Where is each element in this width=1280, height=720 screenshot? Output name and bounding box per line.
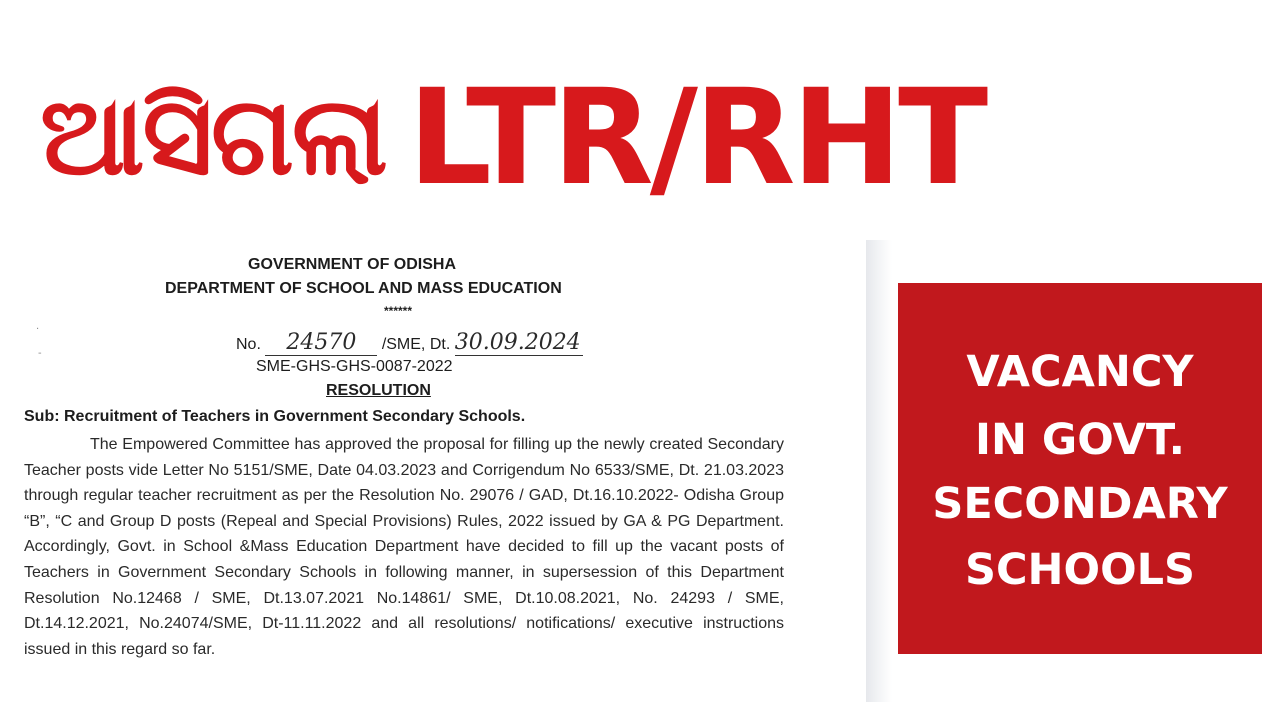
headline (40, 60, 1240, 215)
doc-dept-title: DEPARTMENT OF SCHOOL AND MASS EDUCATION (165, 280, 562, 297)
document-edge-shadow (866, 240, 892, 702)
headline-latin-text: LTR/RHT (407, 60, 985, 215)
doc-date-value: 30.09.2024 (454, 330, 581, 355)
doc-no-value-field (265, 330, 377, 356)
resolution-document (0, 240, 866, 702)
vacancy-line-1: VACANCY (966, 347, 1194, 397)
vacancy-line-2: IN GOVT. (974, 415, 1186, 465)
doc-reference-line (236, 330, 583, 356)
doc-gov-title: GOVERNMENT OF ODISHA (248, 256, 457, 273)
vacancy-line-3: SECONDARY (932, 479, 1228, 529)
scan-speck: · (36, 324, 40, 335)
doc-subject: Sub: Recruitment of Teachers in Government Secondary Schools. (24, 408, 526, 425)
doc-date-field (455, 330, 583, 356)
doc-stars: ****** (384, 304, 413, 318)
scan-speck: - (38, 348, 42, 359)
headline-odia-text: ଆସିଗଲା (40, 74, 386, 200)
doc-no-value: 24570 (286, 330, 357, 355)
doc-body-paragraph: The Empowered Committee has approved the proposal for filling up the newly created Secondary Teacher posts vide Letter No 5151/SME, Date 04.03.2023 and Corrigendum No 6533/SME, Dt. 21.03.2023 through regular teacher recruitment as per the Resolution No. 29076 / GAD, Dt.16.10.2022- Odisha Group “B”, “C and Group D posts (Repeal and Special Provisions) Rules, 2022 issued by GA & PG Department. Accordingly, Govt. in School &Mass Education Department have decided to fill up the vacant posts of Teachers in Government Secondary Schools in following manner, in supersession of this Department Resolution No.12468 / SME, Dt.13.07.2021 No.14861/ SME, Dt.10.08.2021, No. 24293 / SME, Dt.14.12.2021, No.24074/SME, Dt-11.11.2022 and all resolutions/ notifications/ executive instructions issued in this regard so far. (24, 436, 784, 658)
doc-sme-label: /SME, Dt. (381, 336, 451, 353)
doc-no-label: No. (236, 336, 261, 353)
vacancy-banner (898, 283, 1262, 654)
doc-resolution-heading: RESOLUTION (326, 382, 431, 399)
doc-file-ref: SME-GHS-GHS-0087-2022 (256, 358, 453, 375)
vacancy-line-4: SCHOOLS (965, 545, 1195, 595)
